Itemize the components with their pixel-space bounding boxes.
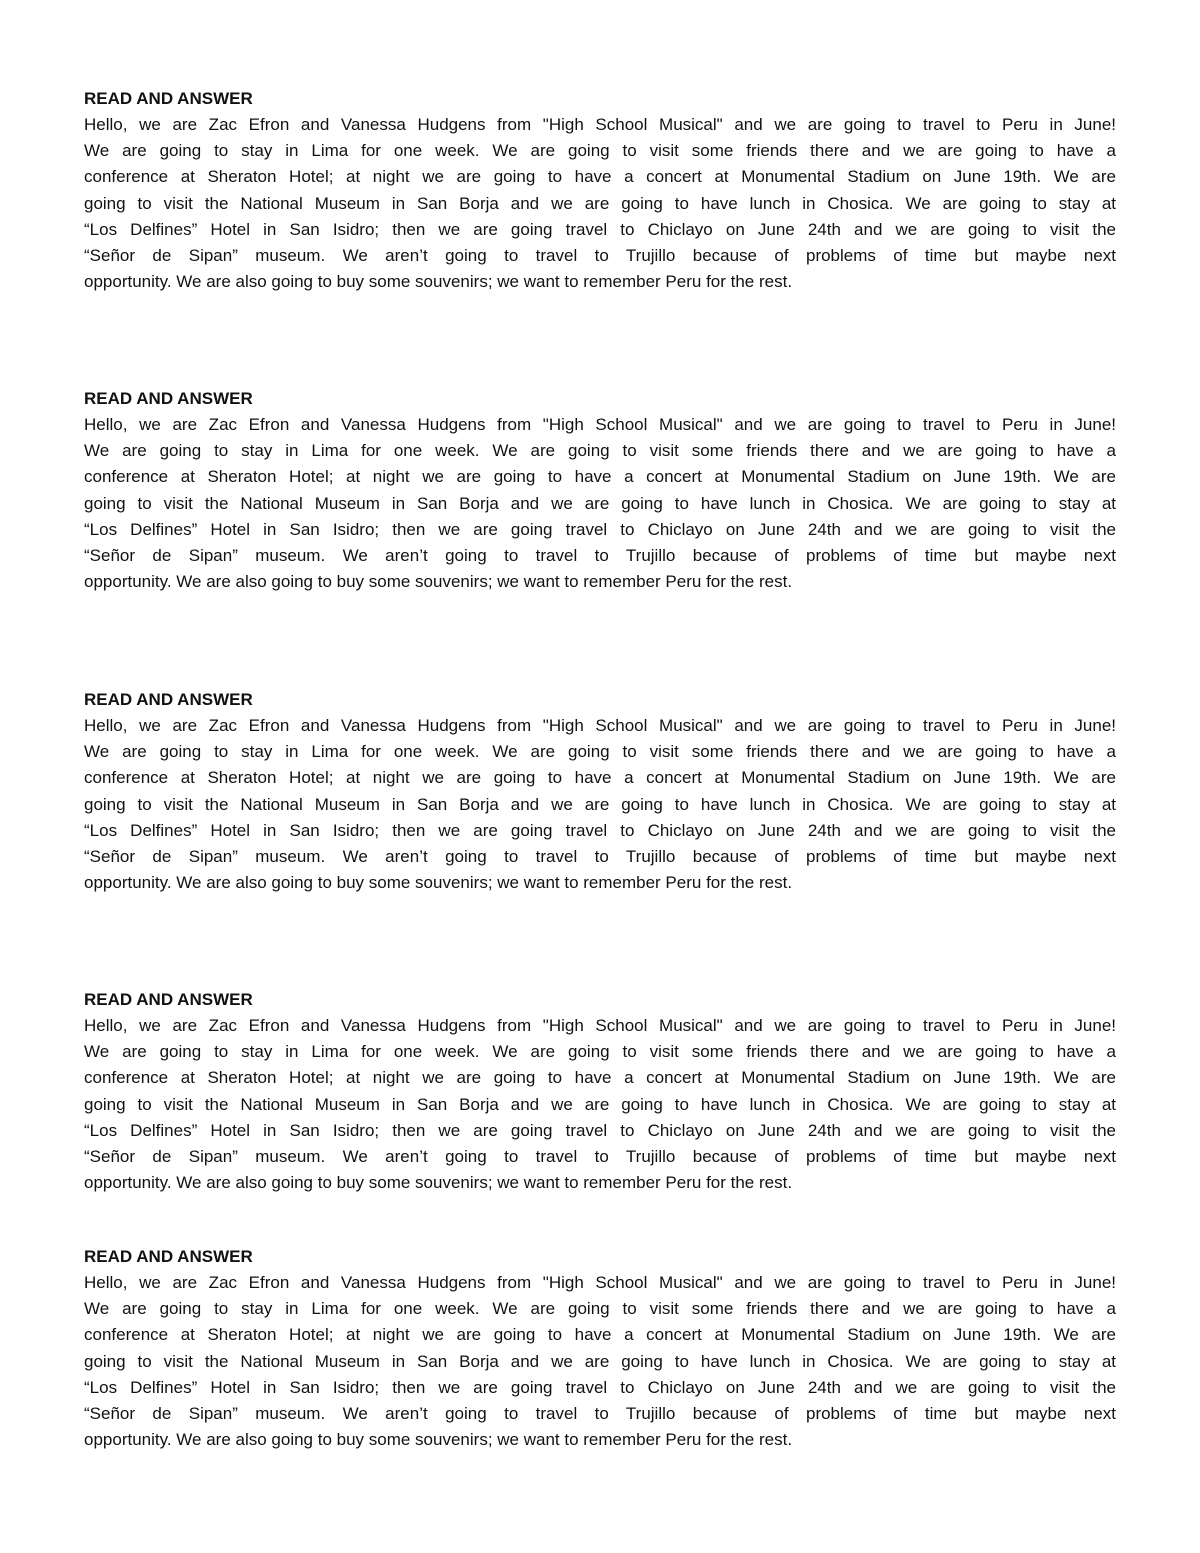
reading-block-4	[84, 987, 1116, 1196]
paragraph-line: Hello, we are Zac Efron and Vanessa Hudgens from "High School Musical" and we are going to travel to Peru in June!	[84, 115, 1116, 134]
paragraph-line: We are going to stay in Lima for one week. We are going to visit some friends there and we are going to have a	[84, 1042, 1116, 1062]
paragraph-line: “Los Delfines” Hotel in San Isidro; then we are going travel to Chiclayo on June 24th and we are going to visit the	[84, 519, 1116, 539]
paragraph-line: opportunity. We are also going to buy some souvenirs; we want to remember Peru for the rest.	[84, 572, 793, 592]
paragraph-line: “Los Delfines” Hotel in San Isidro; then we are going travel to Chiclayo on June 24th and we are going to visit the	[84, 1120, 1116, 1140]
paragraph-line: going to visit the National Museum in San Borja and we are going to have lunch in Chosica. We are going to stay at	[84, 1094, 1116, 1114]
paragraph-line: opportunity. We are also going to buy some souvenirs; we want to remember Peru for the rest.	[84, 873, 793, 893]
paragraph-line: opportunity. We are also going to buy some souvenirs; we want to remember Peru for the rest.	[84, 1173, 793, 1193]
paragraph-line: going to visit the National Museum in San Borja and we are going to have lunch in Chosica. We are going to stay at	[84, 794, 1116, 814]
paragraph-line: going to visit the National Museum in San Borja and we are going to have lunch in Chosica. We are going to stay at	[84, 1351, 1116, 1371]
paragraph-line: going to visit the National Museum in San Borja and we are going to have lunch in Chosica. We are going to stay at	[84, 493, 1116, 513]
paragraph-line: conference at Sheraton Hotel; at night we are going to have a concert at Monumental Stadium on June 19th. We are	[84, 467, 1116, 487]
reading-block-2	[84, 386, 1116, 595]
paragraph-line: Hello, we are Zac Efron and Vanessa Hudgens from "High School Musical" and we are going to travel to Peru in June!	[84, 1016, 1116, 1035]
block-title: READ AND ANSWER	[84, 89, 253, 108]
paragraph-line: We are going to stay in Lima for one week. We are going to visit some friends there and we are going to have a	[84, 1299, 1116, 1319]
block-title: READ AND ANSWER	[84, 1247, 253, 1266]
paragraph-line: “Señor de Sipan” museum. We aren’t going to travel to Trujillo because of problems of time but maybe next	[84, 1146, 1116, 1166]
paragraph-line: conference at Sheraton Hotel; at night we are going to have a concert at Monumental Stadium on June 19th. We are	[84, 768, 1116, 788]
paragraph-line: Hello, we are Zac Efron and Vanessa Hudgens from "High School Musical" and we are going to travel to Peru in June!	[84, 415, 1116, 434]
paragraph-line: “Señor de Sipan” museum. We aren’t going to travel to Trujillo because of problems of time but maybe next	[84, 245, 1116, 265]
paragraph-line: We are going to stay in Lima for one week. We are going to visit some friends there and we are going to have a	[84, 441, 1116, 461]
paragraph-line: Hello, we are Zac Efron and Vanessa Hudgens from "High School Musical" and we are going to travel to Peru in June!	[84, 716, 1116, 735]
reading-block-3	[84, 687, 1116, 896]
paragraph-line: conference at Sheraton Hotel; at night we are going to have a concert at Monumental Stadium on June 19th. We are	[84, 1068, 1116, 1088]
paragraph-line: We are going to stay in Lima for one week. We are going to visit some friends there and we are going to have a	[84, 742, 1116, 762]
block-title: READ AND ANSWER	[84, 990, 253, 1009]
paragraph-line: opportunity. We are also going to buy some souvenirs; we want to remember Peru for the rest.	[84, 1430, 793, 1450]
reading-block-5	[84, 1244, 1116, 1453]
paragraph-line: “Señor de Sipan” museum. We aren’t going to travel to Trujillo because of problems of time but maybe next	[84, 846, 1116, 866]
paragraph-line: opportunity. We are also going to buy some souvenirs; we want to remember Peru for the rest.	[84, 272, 793, 292]
paragraph-line: “Los Delfines” Hotel in San Isidro; then we are going travel to Chiclayo on June 24th and we are going to visit the	[84, 820, 1116, 840]
paragraph-line: Hello, we are Zac Efron and Vanessa Hudgens from "High School Musical" and we are going to travel to Peru in June!	[84, 1273, 1116, 1292]
paragraph-line: conference at Sheraton Hotel; at night we are going to have a concert at Monumental Stadium on June 19th. We are	[84, 167, 1116, 187]
paragraph-line: going to visit the National Museum in San Borja and we are going to have lunch in Chosica. We are going to stay at	[84, 193, 1116, 213]
paragraph-line: conference at Sheraton Hotel; at night we are going to have a concert at Monumental Stadium on June 19th. We are	[84, 1325, 1116, 1345]
reading-block-1	[84, 86, 1116, 295]
block-title: READ AND ANSWER	[84, 690, 253, 709]
paragraph-line: “Los Delfines” Hotel in San Isidro; then we are going travel to Chiclayo on June 24th and we are going to visit the	[84, 219, 1116, 239]
paragraph-line: “Los Delfines” Hotel in San Isidro; then we are going travel to Chiclayo on June 24th and we are going to visit the	[84, 1377, 1116, 1397]
paragraph-line: “Señor de Sipan” museum. We aren’t going to travel to Trujillo because of problems of time but maybe next	[84, 545, 1116, 565]
paragraph-line: “Señor de Sipan” museum. We aren’t going to travel to Trujillo because of problems of time but maybe next	[84, 1403, 1116, 1423]
paragraph-line: We are going to stay in Lima for one week. We are going to visit some friends there and we are going to have a	[84, 141, 1116, 161]
block-title: READ AND ANSWER	[84, 389, 253, 408]
